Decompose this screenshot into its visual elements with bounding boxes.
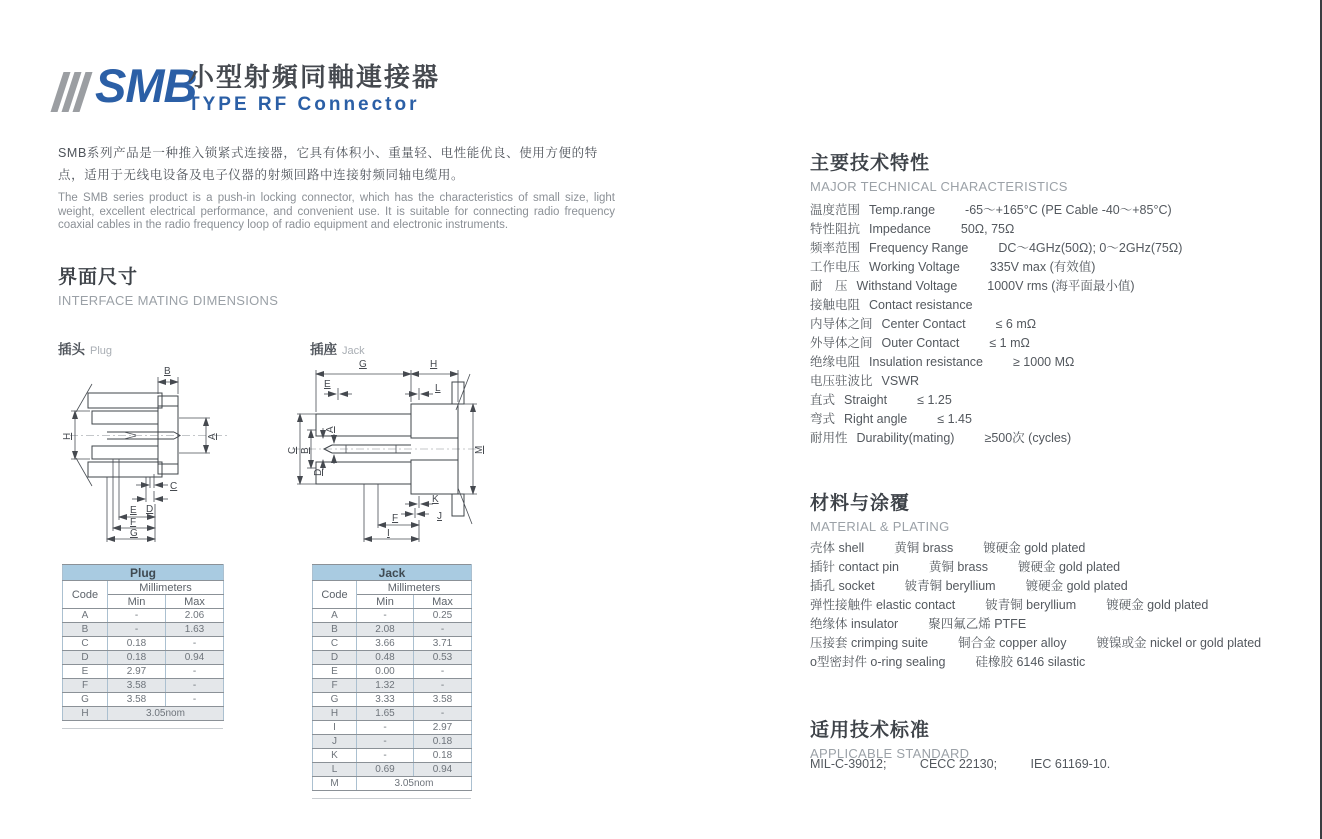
plug-cross-section-drawing <box>62 362 282 548</box>
jack-dim-H: H <box>430 359 438 370</box>
table-row: I - 2.97 <box>313 721 472 735</box>
jack-dim-K: K <box>432 494 439 505</box>
section-interface-dimensions <box>58 262 278 308</box>
table-row: A - 2.06 <box>63 609 224 623</box>
material-line: 弹性接触件 elastic contact 铍青铜 beryllium 镀硬金 gold plated <box>810 598 1209 612</box>
col-header-min: Min <box>357 595 414 609</box>
material-line: 插针 contact pin 黄铜 brass 镀硬金 gold plated <box>810 560 1121 574</box>
table-row: L 0.69 0.94 <box>313 763 472 777</box>
col-header-max: Max <box>166 595 224 609</box>
table-row: B 2.08 - <box>313 623 472 637</box>
spec-line: 特性阻抗 Impedance 50Ω, 75Ω <box>810 222 1015 236</box>
plug-dimensions-table <box>62 564 224 721</box>
col-header-code: Code <box>63 581 108 609</box>
standard-item: CECC 22130; <box>919 757 998 771</box>
table-row: K - 0.18 <box>313 749 472 763</box>
spec-line: 耐用性 Durability(mating) ≥500次 (cycles) <box>810 431 1072 445</box>
material-line: o型密封件 o-ring sealing 硅橡胶 6146 silastic <box>810 655 1086 669</box>
material-line: 压接套 crimping suite 铜合金 copper alloy 镀镍或金 nickel or gold plated <box>810 636 1262 650</box>
material-line: 插孔 socket 铍青铜 beryllium 镀硬金 gold plated <box>810 579 1128 593</box>
tech-spec-list <box>810 200 1182 447</box>
jack-cross-section-drawing <box>286 356 486 552</box>
jack-dimensions-table <box>312 564 472 791</box>
spec-line: 弯式 Right angle ≤ 1.45 <box>810 412 972 426</box>
section-title-zh: 界面尺寸 <box>58 267 139 288</box>
standard-item: IEC 61169-10. <box>1030 757 1111 771</box>
table-row: F 3.58 - <box>63 679 224 693</box>
jack-dim-A: A <box>325 426 336 433</box>
section-title-zh: 主要技术特性 <box>810 153 931 174</box>
table-row: G 3.33 3.58 <box>313 693 472 707</box>
spec-line: 直式 Straight ≤ 1.25 <box>810 393 952 407</box>
spec-line: 接触电阻 Contact resistance <box>810 298 973 312</box>
spec-line: 耐 压 Withstand Voltage 1000V rms (海平面最小值) <box>810 279 1135 293</box>
jack-dim-C: C <box>287 446 298 454</box>
plug-dim-F: F <box>130 517 137 528</box>
section-title-en: MAJOR TECHNICAL CHARACTERISTICS <box>810 179 1068 194</box>
brand-logo <box>57 59 197 112</box>
jack-dim-I: I <box>387 528 390 539</box>
jack-table-underline <box>312 798 471 799</box>
col-header-code: Code <box>313 581 357 609</box>
plug-dim-C: C <box>170 481 178 492</box>
jack-dim-J: J <box>437 511 442 522</box>
table-row: J - 0.18 <box>313 735 472 749</box>
section-title-en: INTERFACE MATING DIMENSIONS <box>58 293 279 308</box>
table-row: A - 0.25 <box>313 609 472 623</box>
spec-line: 频率范围 Frequency Range DC～4GHz(50Ω); 0～2GHz(75Ω) <box>810 241 1183 255</box>
spec-line: 绝缘电阻 Insulation resistance ≥ 1000 MΩ <box>810 355 1075 369</box>
table-row: G 3.58 - <box>63 693 224 707</box>
material-list <box>810 538 1261 671</box>
jack-dim-L: L <box>435 383 441 394</box>
col-header-millimeters: Millimeters <box>357 581 472 595</box>
standard-item: MIL-C-39012; <box>810 757 887 771</box>
plug-dim-H: H <box>62 432 73 440</box>
page-title-en: TYPE RF Connector <box>188 94 420 116</box>
table-row: D 0.48 0.53 <box>313 651 472 665</box>
plug-dim-B: B <box>164 366 171 377</box>
section-title-en: MATERIAL & PLATING <box>810 519 950 534</box>
page-title-zh: 小型射頻同軸連接器 <box>188 62 441 92</box>
jack-table-title: Jack <box>313 565 472 581</box>
material-line: 壳体 shell 黄铜 brass 镀硬金 gold plated <box>810 541 1086 555</box>
spec-line: 温度范围 Temp.range -65～+165°C (PE Cable -40～+85°C) <box>810 203 1172 217</box>
plug-dim-A: A <box>207 433 218 440</box>
plug-dim-E: E <box>130 505 137 516</box>
spec-line: 内导体之间 Center Contact ≤ 6 mΩ <box>810 317 1037 331</box>
table-row: D 0.18 0.94 <box>63 651 224 665</box>
section-title-zh: 适用技术标准 <box>810 720 931 741</box>
logo-text: SMB <box>95 59 197 112</box>
table-footer-row: H 3.05nom <box>63 707 224 721</box>
col-header-min: Min <box>108 595 166 609</box>
intro-paragraphs <box>58 142 615 233</box>
table-footer-row: M 3.05nom <box>313 777 472 791</box>
standard-list <box>810 757 1140 771</box>
col-header-millimeters: Millimeters <box>108 581 224 595</box>
table-row: C 3.66 3.71 <box>313 637 472 651</box>
table-row: H 1.65 - <box>313 707 472 721</box>
spec-line: 外导体之间 Outer Contact ≤ 1 mΩ <box>810 336 1030 350</box>
jack-dim-D: D <box>313 468 324 476</box>
plug-label: 插头 Plug <box>58 342 113 357</box>
jack-dim-B: B <box>300 447 311 454</box>
col-header-max: Max <box>414 595 472 609</box>
plug-table-underline <box>62 728 223 729</box>
section-title-en: APPLICABLE STANDARD <box>810 746 970 761</box>
table-row: F 1.32 - <box>313 679 472 693</box>
section-applicable-standard <box>810 715 969 761</box>
jack-dim-M: M <box>474 445 485 454</box>
plug-table-title: Plug <box>63 565 224 581</box>
spec-line: 工作电压 Working Voltage 335V max (有效值) <box>810 260 1096 274</box>
spec-line: 电压驻波比 VSWR <box>810 374 920 388</box>
jack-label: 插座 Jack <box>310 342 365 357</box>
logo-slashes-icon <box>51 72 93 112</box>
material-line: 绝缘体 insulator 聚四氟乙烯 PTFE <box>810 617 1027 631</box>
intro-zh: SMB系列产品是一种推入锁紧式连接器，它具有体积小、重量轻、电性能优良、使用方便的特点，适用于无线电设备及电子仪器的射频回路中连接射频同轴电缆用。 <box>58 146 598 182</box>
intro-en: The SMB series product is a push-in locking connector, which has the characteristics of small size, light weight, excellent electrical performance, and convenient use. It is suitable for connecting radio frequency coaxial cables in the radio frequency loop of radio equipment and electronic instruments. <box>58 192 615 232</box>
jack-dim-G: G <box>359 359 367 370</box>
jack-dim-F: F <box>392 513 399 524</box>
section-technical-characteristics <box>810 148 1068 194</box>
table-row: B - 1.63 <box>63 623 224 637</box>
jack-dim-E: E <box>324 379 331 390</box>
table-row: E 2.97 - <box>63 665 224 679</box>
table-row: C 0.18 - <box>63 637 224 651</box>
plug-dim-D: D <box>146 504 154 515</box>
section-title-zh: 材料与涂覆 <box>810 493 911 514</box>
section-material-plating <box>810 488 950 534</box>
page-title <box>188 62 440 116</box>
table-row: E 0.00 - <box>313 665 472 679</box>
plug-dim-G: G <box>130 528 138 539</box>
